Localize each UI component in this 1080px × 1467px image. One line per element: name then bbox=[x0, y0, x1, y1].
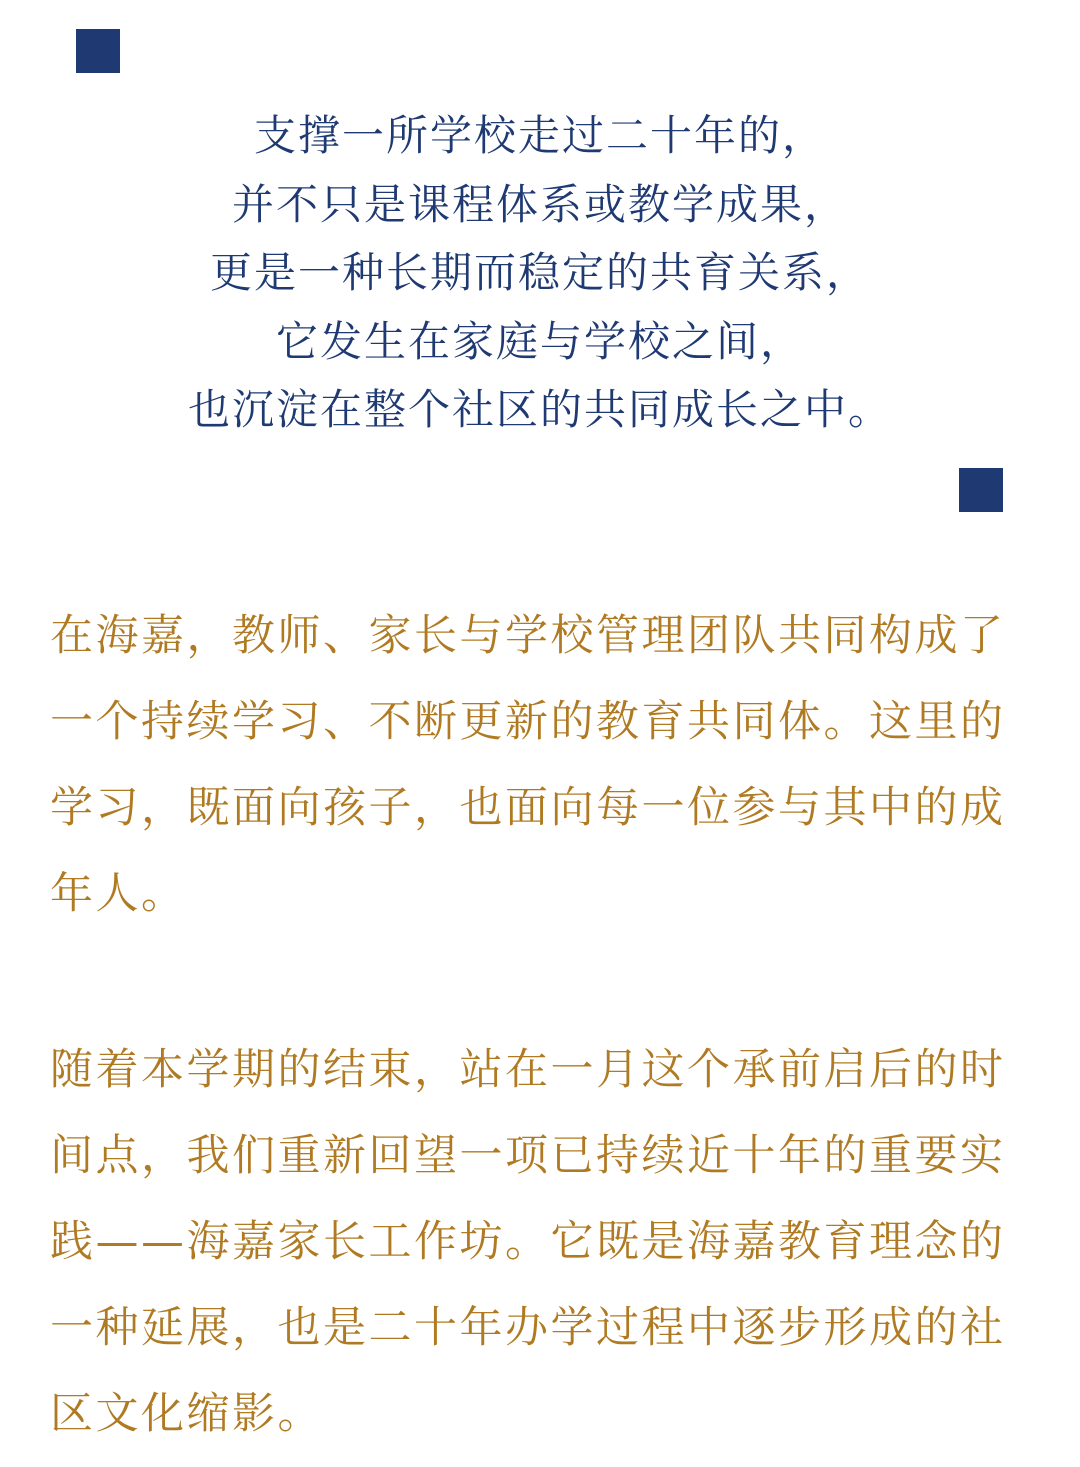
paragraph-line: 一种延展，也是二十年办学过程中逐步形成的社 bbox=[50, 1303, 1006, 1353]
intro-line: 更是一种长期而稳定的共育关系， bbox=[209, 248, 870, 297]
paragraph-line: 区文化缩影。 bbox=[50, 1389, 323, 1439]
intro-line: 也沉淀在整个社区的共同成长之中。 bbox=[187, 385, 892, 434]
paragraph-line: 随着本学期的结束，站在一月这个承前启后的时 bbox=[50, 1045, 1006, 1095]
paragraph-line: 年人。 bbox=[50, 869, 187, 919]
paragraph-line: 一个持续学习、不断更新的教育共同体。这里的 bbox=[50, 697, 1006, 747]
intro-line: 并不只是课程体系或教学成果， bbox=[231, 179, 848, 229]
paragraph-line: 在海嘉，教师、家长与学校管理团队共同构成了 bbox=[50, 611, 1006, 661]
decorative-square-top-left bbox=[76, 29, 120, 73]
body-paragraph-2 bbox=[50, 1027, 1025, 1457]
decorative-square-bottom-right bbox=[959, 468, 1003, 512]
paragraph-line: 间点，我们重新回望一项已持续近十年的重要实 bbox=[50, 1131, 1006, 1181]
paragraph-line: 学习，既面向孩子，也面向每一位参与其中的成 bbox=[50, 783, 1006, 833]
intro-line: 支撑一所学校走过二十年的， bbox=[253, 111, 826, 160]
body-paragraph-1 bbox=[50, 593, 1025, 937]
paragraph-line: 践——海嘉家长工作坊。它既是海嘉教育理念的 bbox=[50, 1217, 1006, 1267]
intro-line: 它发生在家庭与学校之间， bbox=[275, 316, 804, 366]
intro-quote bbox=[0, 102, 1080, 445]
